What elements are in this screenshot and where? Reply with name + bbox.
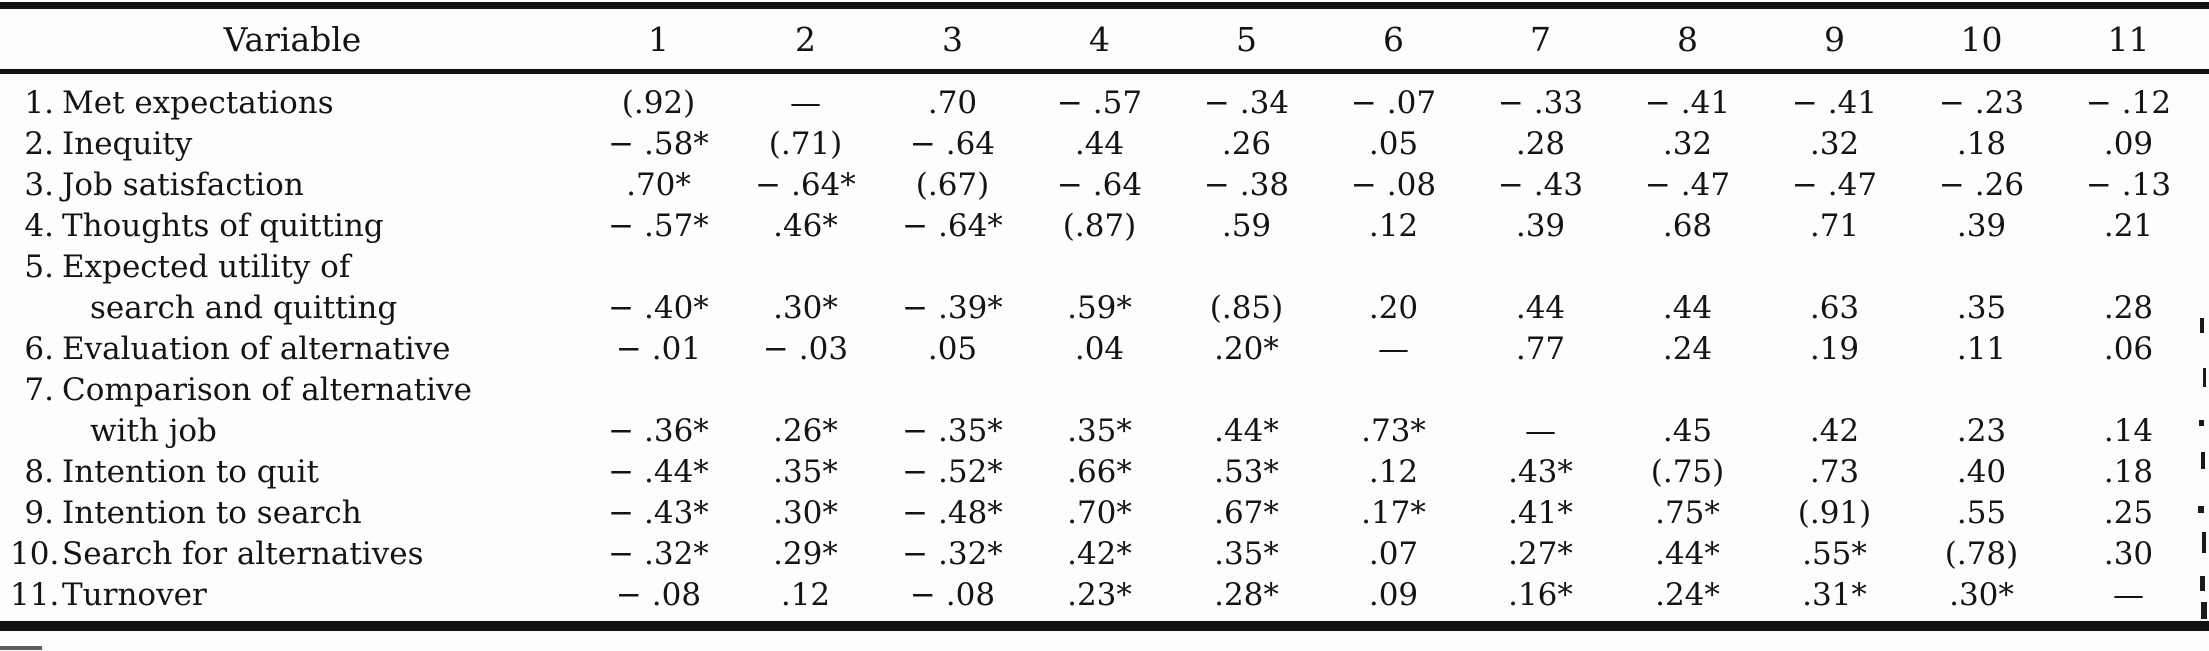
correlation-value: — xyxy=(2113,576,2144,613)
variable-name: Met expectations xyxy=(62,84,334,121)
header-spacer xyxy=(2202,6,2209,72)
row-number: 8. xyxy=(24,453,54,490)
correlation-value: .18 xyxy=(2103,453,2154,490)
row-number: 4. xyxy=(24,207,54,244)
scan-artifact xyxy=(2199,420,2204,426)
empty-cell xyxy=(1908,246,2055,287)
correlation-value: − .03 xyxy=(762,330,849,367)
correlation-value: (.67) xyxy=(915,166,990,203)
row-number: 3. xyxy=(24,166,54,203)
correlation-value: .35* xyxy=(1067,412,1132,449)
correlation-value: .31* xyxy=(1802,576,1867,613)
correlation-value: (.75) xyxy=(1650,453,1725,490)
variable-name: Expected utility of xyxy=(62,248,351,285)
correlation-value: − .57* xyxy=(608,207,709,244)
correlation-value: − .40* xyxy=(608,289,709,326)
correlation-value: (.71) xyxy=(768,125,843,162)
correlation-value: − .47 xyxy=(1644,166,1731,203)
row-number: 11. xyxy=(10,576,60,613)
variable-label-cell xyxy=(0,369,585,410)
correlation-value: .17* xyxy=(1361,494,1426,531)
correlation-value: .45 xyxy=(1662,412,1713,449)
correlation-value: − .35* xyxy=(902,412,1003,449)
empty-cell xyxy=(1026,246,1173,287)
table-row xyxy=(0,205,2209,246)
correlation-value: — xyxy=(1525,412,1556,449)
col-header-8: 8 xyxy=(1614,6,1761,72)
scan-artifact xyxy=(2200,576,2205,591)
correlation-value: − .57 xyxy=(1056,84,1143,121)
correlation-value: .44 xyxy=(1662,289,1713,326)
row-number: 10. xyxy=(10,535,60,572)
header-row xyxy=(0,6,2209,72)
variable-name: Search for alternatives xyxy=(62,535,424,572)
empty-cell xyxy=(585,369,732,410)
correlation-value: .30* xyxy=(773,494,838,531)
col-header-11: 11 xyxy=(2055,6,2202,72)
row-number: 1. xyxy=(24,84,54,121)
variable-name: Job satisfaction xyxy=(62,166,304,203)
correlation-value: .16* xyxy=(1508,576,1573,613)
variable-name: Turnover xyxy=(62,576,207,613)
col-header-5: 5 xyxy=(1173,6,1320,72)
correlation-value: .46* xyxy=(773,207,838,244)
variable-name: Intention to search xyxy=(62,494,362,531)
correlation-value: .40 xyxy=(1956,453,2007,490)
correlation-value: − .36* xyxy=(608,412,709,449)
empty-cell xyxy=(1173,246,1320,287)
correlation-value: .30 xyxy=(2103,535,2154,572)
correlation-value: .55* xyxy=(1802,535,1867,572)
correlation-value: .53* xyxy=(1214,453,1279,490)
correlation-value: .20* xyxy=(1214,330,1279,367)
row-spacer xyxy=(2202,328,2209,369)
correlation-value: (.92) xyxy=(621,84,696,121)
variable-name: Inequity xyxy=(62,125,193,162)
variable-name-continued: with job xyxy=(90,412,217,449)
correlation-value: − .58* xyxy=(608,125,709,162)
scan-artifact xyxy=(2202,532,2206,553)
empty-cell xyxy=(1173,369,1320,410)
table-row xyxy=(0,328,2209,369)
correlation-value: − .48* xyxy=(902,494,1003,531)
table-body xyxy=(0,72,2209,627)
variable-label-cell xyxy=(0,492,585,533)
variable-label-cell xyxy=(0,205,585,246)
correlation-value: .70* xyxy=(1067,494,1132,531)
correlation-value: − .41 xyxy=(1791,84,1878,121)
correlation-value: .75* xyxy=(1655,494,1720,531)
correlation-value: .35* xyxy=(773,453,838,490)
empty-cell xyxy=(1320,246,1467,287)
scan-artifact xyxy=(2203,368,2206,387)
correlation-value: − .23 xyxy=(1938,84,2025,121)
variable-label-cell xyxy=(0,72,585,124)
variable-label-cell xyxy=(0,410,585,451)
table-row xyxy=(0,492,2209,533)
correlation-value: .19 xyxy=(1809,330,1860,367)
correlation-value: − .01 xyxy=(615,330,702,367)
scan-artifact xyxy=(2200,318,2204,333)
table-row-label-line xyxy=(0,246,2209,287)
row-spacer xyxy=(2202,205,2209,246)
correlation-matrix-table xyxy=(0,2,2209,631)
correlation-value: .68 xyxy=(1662,207,1713,244)
correlation-value: .73 xyxy=(1809,453,1860,490)
correlation-value: (.87) xyxy=(1062,207,1137,244)
correlation-value: .07 xyxy=(1368,535,1419,572)
empty-cell xyxy=(585,246,732,287)
empty-cell xyxy=(1908,369,2055,410)
correlation-value: − .39* xyxy=(902,289,1003,326)
col-header-10: 10 xyxy=(1908,6,2055,72)
empty-cell xyxy=(1614,369,1761,410)
correlation-value: − .52* xyxy=(902,453,1003,490)
correlation-value: (.78) xyxy=(1944,535,2019,572)
correlation-value: − .64 xyxy=(909,125,996,162)
correlation-value: (.91) xyxy=(1797,494,1872,531)
correlation-value: .28 xyxy=(1515,125,1566,162)
correlation-value: — xyxy=(1378,330,1409,367)
empty-cell xyxy=(1614,246,1761,287)
col-header-4: 4 xyxy=(1026,6,1173,72)
empty-cell xyxy=(1761,369,1908,410)
empty-cell xyxy=(732,246,879,287)
variable-label-cell xyxy=(0,574,585,626)
correlation-value: .27* xyxy=(1508,535,1573,572)
col-header-3: 3 xyxy=(879,6,1026,72)
correlation-value: .28* xyxy=(1214,576,1279,613)
table-row xyxy=(0,123,2209,164)
empty-cell xyxy=(2055,369,2202,410)
correlation-value: .71 xyxy=(1809,207,1860,244)
correlation-value: .43* xyxy=(1508,453,1573,490)
col-header-7: 7 xyxy=(1467,6,1614,72)
table-row-label-line xyxy=(0,369,2209,410)
variable-name-continued: search and quitting xyxy=(90,289,398,326)
table-head xyxy=(0,6,2209,72)
correlation-value: .44* xyxy=(1655,535,1720,572)
correlation-value: (.85) xyxy=(1209,289,1284,326)
correlation-value: − .64* xyxy=(902,207,1003,244)
correlation-value: .05 xyxy=(1368,125,1419,162)
table-row xyxy=(0,164,2209,205)
correlation-value: − .13 xyxy=(2085,166,2172,203)
correlation-value: − .33 xyxy=(1497,84,1584,121)
row-spacer xyxy=(2202,164,2209,205)
correlation-value: .23* xyxy=(1067,576,1132,613)
correlation-value: .39 xyxy=(1515,207,1566,244)
correlation-value: .25 xyxy=(2103,494,2154,531)
row-number: 2. xyxy=(24,125,54,162)
correlation-value: .09 xyxy=(1368,576,1419,613)
correlation-value: .06 xyxy=(2103,330,2154,367)
correlation-value: .42* xyxy=(1067,535,1132,572)
col-header-9: 9 xyxy=(1761,6,1908,72)
correlation-value: .28 xyxy=(2103,289,2154,326)
row-spacer xyxy=(2202,410,2209,451)
variable-name: Evaluation of alternative xyxy=(62,330,451,367)
row-spacer xyxy=(2202,123,2209,164)
correlation-value: − .08 xyxy=(1350,166,1437,203)
correlation-value: − .64 xyxy=(1056,166,1143,203)
correlation-value: .35 xyxy=(1956,289,2007,326)
correlation-value: .30* xyxy=(1949,576,2014,613)
correlation-value: .44* xyxy=(1214,412,1279,449)
correlation-value: − .08 xyxy=(909,576,996,613)
correlation-value: .05 xyxy=(927,330,978,367)
correlation-value: .59* xyxy=(1067,289,1132,326)
correlation-value: .67* xyxy=(1214,494,1279,531)
correlation-value: .39 xyxy=(1956,207,2007,244)
correlation-value: .35* xyxy=(1214,535,1279,572)
variable-name: Thoughts of quitting xyxy=(62,207,384,244)
row-number: 7. xyxy=(24,371,54,408)
correlation-value: − .07 xyxy=(1350,84,1437,121)
table-row xyxy=(0,533,2209,574)
variable-label-cell xyxy=(0,164,585,205)
correlation-value: .20 xyxy=(1368,289,1419,326)
table-row xyxy=(0,72,2209,124)
row-spacer xyxy=(2202,72,2209,124)
correlation-value: .09 xyxy=(2103,125,2154,162)
correlation-value: − .34 xyxy=(1203,84,1290,121)
row-number: 9. xyxy=(24,494,54,531)
correlation-value: .70* xyxy=(626,166,691,203)
scan-artifact xyxy=(0,646,42,650)
empty-cell xyxy=(1320,369,1467,410)
variable-name: Comparison of alternative xyxy=(62,371,472,408)
empty-cell xyxy=(1761,246,1908,287)
table-row xyxy=(0,574,2209,626)
row-number: 5. xyxy=(24,248,54,285)
correlation-value: .24* xyxy=(1655,576,1720,613)
correlation-value: .59 xyxy=(1221,207,1272,244)
correlation-value: .70 xyxy=(927,84,978,121)
variable-label-cell xyxy=(0,328,585,369)
correlation-value: .41* xyxy=(1508,494,1573,531)
row-number: 6. xyxy=(24,330,54,367)
variable-name: Intention to quit xyxy=(62,453,319,490)
correlation-value: .12 xyxy=(1368,207,1419,244)
empty-cell xyxy=(1026,369,1173,410)
correlation-value: .23 xyxy=(1956,412,2007,449)
col-header-variable: Variable xyxy=(0,6,585,72)
correlation-value: − .43 xyxy=(1497,166,1584,203)
variable-label-cell xyxy=(0,246,585,287)
correlation-value: .32 xyxy=(1809,125,1860,162)
correlation-value: − .64* xyxy=(755,166,856,203)
correlation-value: — xyxy=(790,84,821,121)
table-row xyxy=(0,410,2209,451)
correlation-value: .18 xyxy=(1956,125,2007,162)
correlation-value: − .12 xyxy=(2085,84,2172,121)
correlation-value: .29* xyxy=(773,535,838,572)
scan-artifact xyxy=(2201,452,2205,469)
correlation-value: .55 xyxy=(1956,494,2007,531)
empty-cell xyxy=(2055,246,2202,287)
correlation-value: − .41 xyxy=(1644,84,1731,121)
variable-label-cell xyxy=(0,287,585,328)
correlation-value: .14 xyxy=(2103,412,2154,449)
empty-cell xyxy=(1467,246,1614,287)
scan-artifact xyxy=(2201,602,2207,619)
correlation-value: .12 xyxy=(780,576,831,613)
variable-label-cell xyxy=(0,533,585,574)
correlation-value: .73* xyxy=(1361,412,1426,449)
variable-label-cell xyxy=(0,451,585,492)
correlation-value: .42 xyxy=(1809,412,1860,449)
correlation-value: .77 xyxy=(1515,330,1566,367)
correlation-value: − .43* xyxy=(608,494,709,531)
empty-cell xyxy=(879,369,1026,410)
correlation-value: .24 xyxy=(1662,330,1713,367)
correlation-value: .30* xyxy=(773,289,838,326)
empty-cell xyxy=(732,369,879,410)
table-row xyxy=(0,287,2209,328)
correlation-value: − .26 xyxy=(1938,166,2025,203)
correlation-value: .21 xyxy=(2103,207,2154,244)
correlation-value: .44 xyxy=(1074,125,1125,162)
correlation-value: − .47 xyxy=(1791,166,1878,203)
correlation-value: − .38 xyxy=(1203,166,1290,203)
col-header-2: 2 xyxy=(732,6,879,72)
correlation-value: − .32* xyxy=(902,535,1003,572)
correlation-value: .11 xyxy=(1956,330,2007,367)
col-header-1: 1 xyxy=(585,6,732,72)
correlation-value: .44 xyxy=(1515,289,1566,326)
row-spacer xyxy=(2202,246,2209,287)
scan-artifact xyxy=(2198,506,2204,513)
correlation-value: .26 xyxy=(1221,125,1272,162)
empty-cell xyxy=(1467,369,1614,410)
col-header-6: 6 xyxy=(1320,6,1467,72)
empty-cell xyxy=(879,246,1026,287)
correlation-value: .04 xyxy=(1074,330,1125,367)
table-row xyxy=(0,451,2209,492)
correlation-value: .12 xyxy=(1368,453,1419,490)
correlation-value: − .08 xyxy=(615,576,702,613)
correlation-value: .26* xyxy=(773,412,838,449)
correlation-value: .66* xyxy=(1067,453,1132,490)
correlation-value: .32 xyxy=(1662,125,1713,162)
correlation-value: − .32* xyxy=(608,535,709,572)
correlation-value: − .44* xyxy=(608,453,709,490)
variable-label-cell xyxy=(0,123,585,164)
correlation-value: .63 xyxy=(1809,289,1860,326)
